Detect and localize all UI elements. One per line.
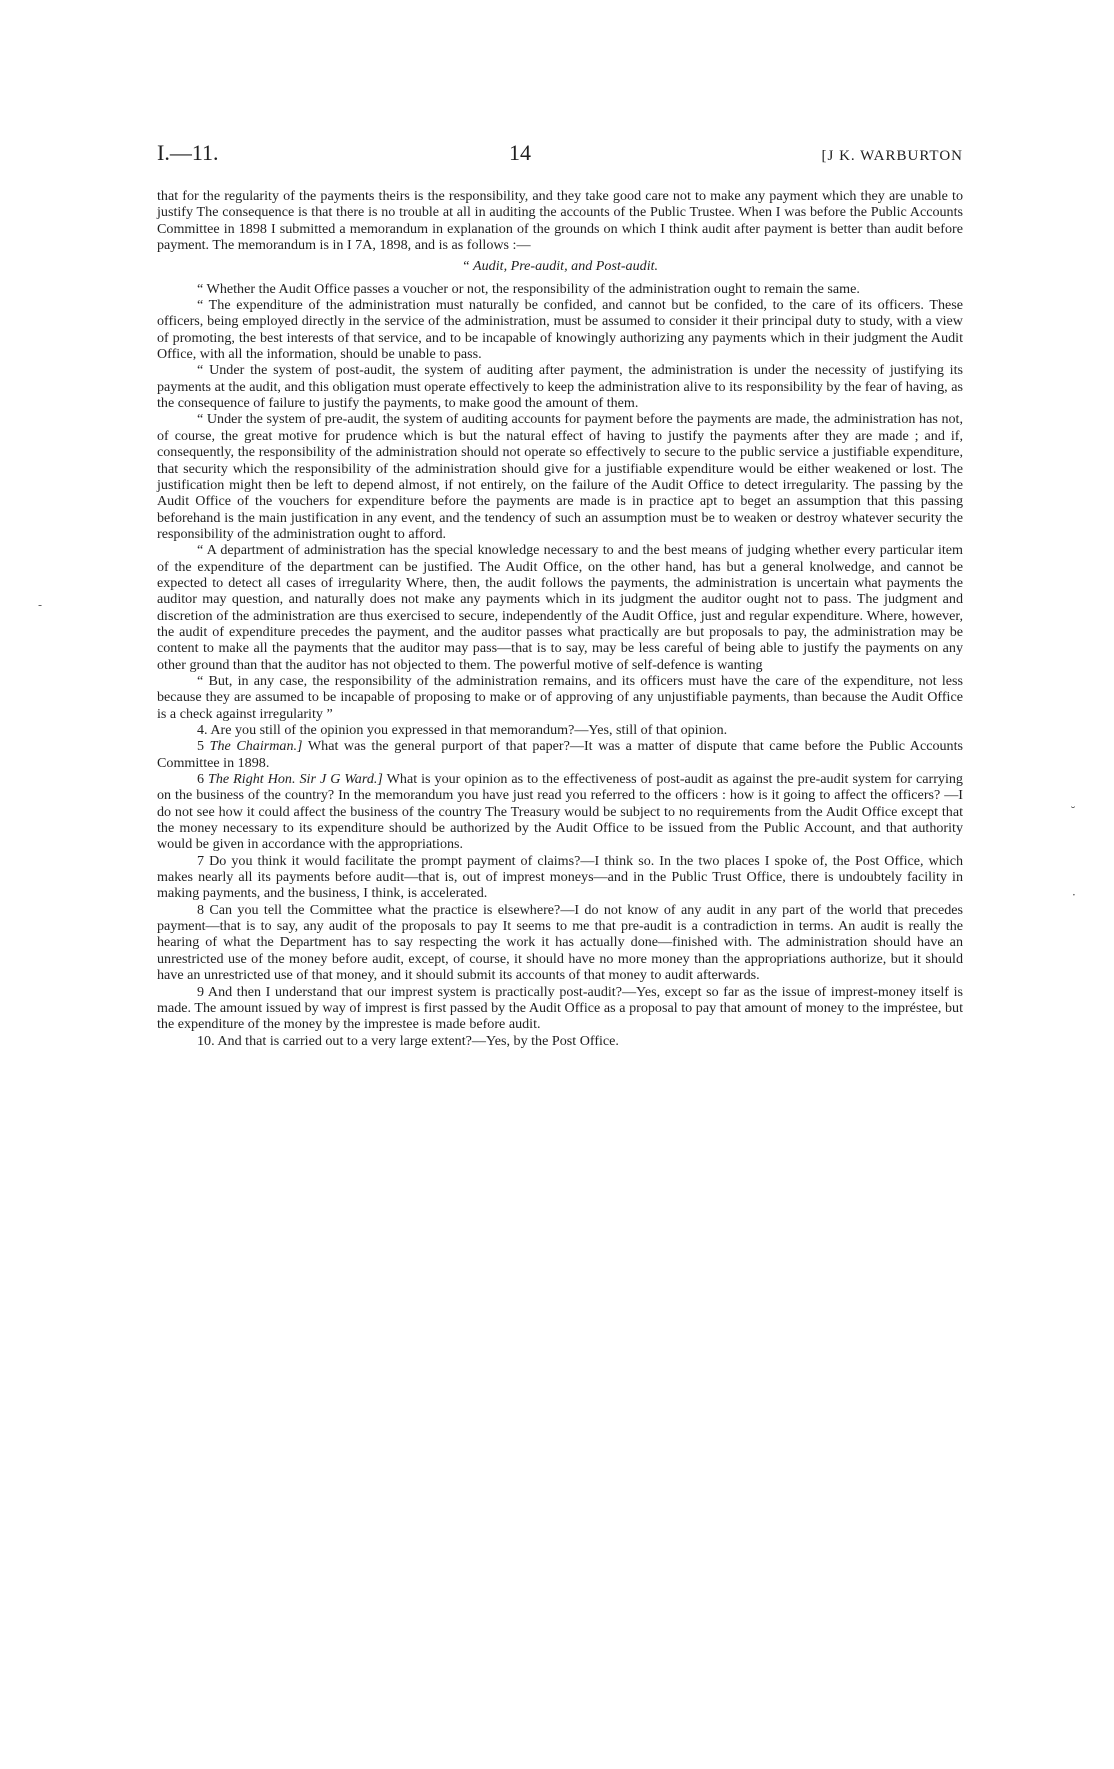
- intro-paragraph: that for the regularity of the payments theirs is the responsibility, and they take good care not to make any payment which they are unable to justify The consequence is that there is no trouble at all in auditing the accounts of the Public Trustee. When I was before the Public Accounts Committee in 1898 I submitted a memorandum in explanation of the grounds on which I think audit after payment is better than audit before payment. The memorandum is in I 7A, 1898, and is as follows :—: [157, 188, 963, 254]
- header-left: I.—11.: [157, 140, 219, 165]
- speaker: The Right Hon. Sir J G Ward.]: [208, 771, 383, 788]
- memo-paragraph: “ Whether the Audit Office passes a voucher or not, the responsibility of the administration ought to remain the same.: [197, 280, 860, 297]
- page-header: [157, 140, 963, 166]
- qa-paragraph: [157, 722, 963, 738]
- header-right: [J K. WARBURTON: [821, 148, 963, 164]
- question-number: 7: [197, 852, 205, 869]
- qa-paragraph: [157, 1033, 963, 1049]
- qa-paragraph: [157, 853, 963, 902]
- question-number: 8: [197, 901, 205, 918]
- qa-text: What was the general purport of that paper?—It was a matter of dispute that came before the Public Accounts Committee in 1898.: [157, 738, 963, 771]
- memo-paragraph: “ A department of administration has the special knowledge necessary to and the best means of judging whether every particular item of the expenditure of the department can be justified. The Audit Office, on the other hand, has but a general knolwedge, and cannot be expected to detect all cases of irregularity Where, then, the audit follows the payments, the administration is uncertain what payments the auditor may question, and naturally does not make any payments which in its judgment the auditor ought not to pass. The judgment and discretion of the administration are thus exercised to secure, independently of the Audit Office, just and regular expenditure. Where, however, the audit of expenditure precedes the payment, and the auditor passes what practically are but proposals to pay, the administration may be content to make all the payments that the auditor may pass—that is to say, may be less careful of being able to justify the payments on any other ground than that the auditor has not objected to them. The powerful motive of self-defence is wanting: [157, 542, 963, 673]
- qa-paragraph: [157, 771, 963, 853]
- memo-paragraph: “ Under the system of pre-audit, the system of auditing accounts for payment before the payments are made, the administration has not, of course, the great motive for prudence which is but the natural effect of having to justify the payments after they are made ; and if, consequently, the responsibility of the administration should not operate so effectively to secure to the public service a justifiable expenditure, that security which the responsibility of the administration should give for a justifiable expenditure would be either weakened or lost. The justification might then be left to depend almost, if not entirely, on the failure of the Audit Office to detect irregularity. The passing by the Audit Office of the vouchers for expenditure before the payments are made is in practice apt to beget an assumption that this passing beforehand is the main justification in any event, and the tendency of such an assumption must be to weaken or destroy whatever security the responsibility of the administration ought to afford.: [157, 411, 963, 542]
- scan-speck: ·: [1072, 888, 1076, 902]
- scan-speck: ˘: [1070, 805, 1076, 819]
- page-number: 14: [509, 140, 532, 165]
- qa-paragraph: [157, 738, 963, 771]
- qa-text: Do you think it would facilitate the prompt payment of claims?—I think so. In the two places I spoke of, the Post Office, which makes nearly all its payments before audit—that is, out of imprest moneys—and in the Public Trust Office, there is undoubtely facility in making payments, and the business, I think, is accelerated.: [157, 852, 964, 902]
- section-title: “ Audit, Pre-audit, and Post-audit.: [461, 258, 659, 275]
- question-number: 4.: [197, 722, 208, 738]
- body-text: [157, 188, 963, 1049]
- qa-paragraph: [157, 984, 963, 1033]
- question-number: 6: [197, 771, 205, 788]
- question-number: 5: [197, 738, 205, 755]
- qa-paragraph: [157, 902, 963, 984]
- memo-paragraph: “ The expenditure of the administration must naturally be confided, and cannot but be confided, to the care of its officers. These officers, being employed directly in the service of the administration, must be assumed to consider it their principal duty to study, with a view of promoting, the best interests of that service, and to be incapable of knowingly authorizing any payments which in their judgment the Audit Office, with all the information, should be unable to pass.: [157, 297, 963, 363]
- scan-speck: -: [38, 598, 43, 612]
- qa-text: Can you tell the Committee what the practice is elsewhere?—I do not know of any audit in any part of the world that precedes payment—that is to say, any audit of the proposals to pay It seems to me that pre-audit is a contradiction in terms. An audit is really the hearing of what the Department has to say respecting the work it has actually done—finished with. The administration should have an unrestricted use of the money before audit, except, of course, it should have no more money than the appropriations authorize, but it should have an unrestricted use of that money, and it should submit its accounts of that money to audit afterwards.: [157, 901, 963, 984]
- memo-paragraph: “ But, in any case, the responsibility of the administration remains, and its officers must have the care of the expenditure, not less because they are assumed to be incapable of proposing to make or of approving of any unjustifiable payments, than because the Audit Office is a check against irregularity ”: [157, 672, 963, 722]
- qa-text: What is your opinion as to the effectiveness of post-audit as against the pre-audit system for carrying on the business of the country? In the memorandum you have just read you referred to the officers : how is it going to affect the officers? —I do not see how it could affect the business of the country The Treasury would be subject to no requirements from the Audit Office except that the money necessary to its expenditure should be authorized by the Audit Office to be issued from the Public Account, and that authority would be given in accordance with the appropriations.: [157, 771, 963, 853]
- memo-paragraph: “ Under the system of post-audit, the system of auditing after payment, the administration is under the necessity of justifying its payments at the audit, and this obligation must operate effectively to keep the administration alive to its responsibility by the fear of having, as the consequence of failure to justify the payments, to make good the amount of them.: [157, 362, 963, 412]
- speaker: The Chairman.]: [209, 738, 303, 755]
- qa-text: And that is carried out to a very large extent?—Yes, by the Post Office.: [217, 1032, 619, 1049]
- question-number: 9: [197, 983, 205, 1000]
- document-page: [157, 140, 963, 1049]
- qa-text: And then I understand that our imprest system is practically post-audit?—Yes, except so far as the issue of imprest-money itself is made. The amount issued by way of imprest is first passed by the Audit Office as a proposal to pay that amount of money to the impréstee, but the expenditure of the money by the imprestee is made before audit.: [157, 983, 963, 1033]
- question-number: 10.: [197, 1032, 215, 1049]
- qa-text: Are you still of the opinion you expressed in that memorandum?—Yes, still of that opinion.: [210, 722, 728, 738]
